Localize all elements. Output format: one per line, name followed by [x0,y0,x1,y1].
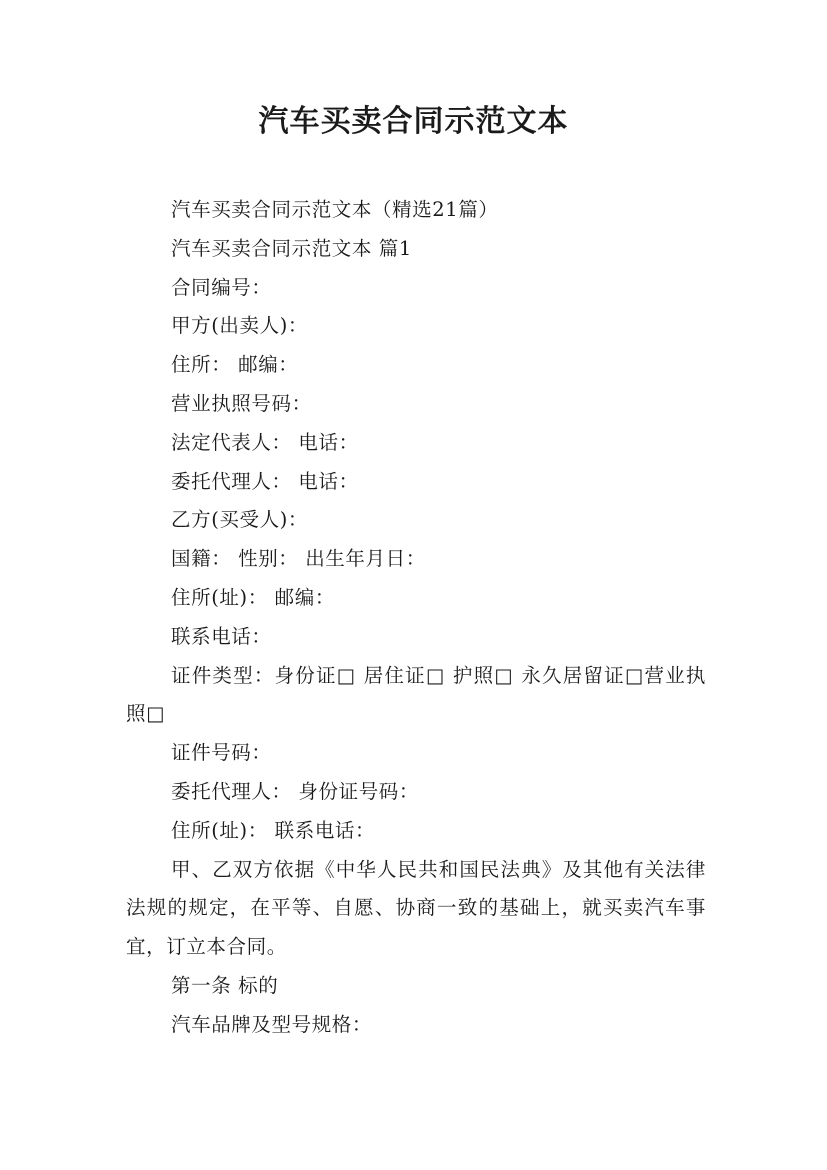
collection-heading: 汽车买卖合同示范文本（精选21篇） [171,198,499,221]
id-number-line: 证件号码： [171,741,272,765]
party-a-line: 甲方(出卖人)： [171,314,309,338]
party-b-line: 乙方(买受人)： [171,508,309,532]
agent-address-line: 住所(址)： 联系电话： [171,818,376,842]
document-title: 汽车买卖合同示范文本 [258,104,569,139]
contact-phone-line: 联系电话： [171,624,272,648]
vehicle-brand-line: 汽车品牌及型号规格： [171,1012,373,1036]
nationality-line: 国籍： 性别： 出生年月日： [171,547,426,571]
preamble-paragraph: 甲、乙双方依据《中华人民共和国民法典》及其他有关法律法规的规定，在平等、自愿、协商一致的基础上，就买卖汽车事宜，订立本合同。 [126,857,706,959]
business-license-line: 营业执照号码： [171,391,312,415]
document-body [126,191,706,1045]
party-b-agent-line: 委托代理人： 身份证号码： [171,779,419,803]
article-heading: 汽车买卖合同示范文本 篇1 [171,236,412,260]
party-b-address-line: 住所(址)： 邮编： [171,585,335,609]
party-a-address-line: 住所： 邮编： [171,353,299,377]
id-type-line: 证件类型：身份证□ 居住证□ 护照□ 永久居留证□营业执照□ [126,663,706,726]
contract-number-line: 合同编号： [171,275,272,299]
legal-representative-line: 法定代表人： 电话： [171,430,359,454]
article-one-heading: 第一条 标的 [171,973,279,997]
party-a-agent-line: 委托代理人： 电话： [171,469,359,493]
